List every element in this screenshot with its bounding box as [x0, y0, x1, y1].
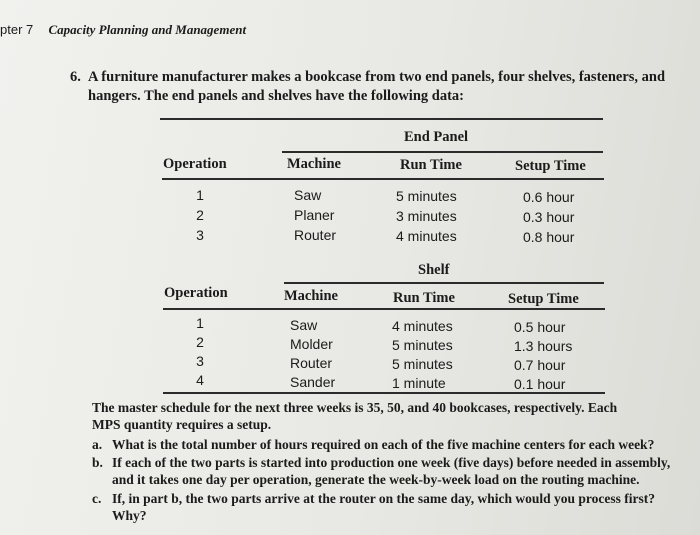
question-line-2: hangers. The end panels and shelves have the following data: — [88, 88, 464, 104]
table-cell: Router — [294, 227, 337, 243]
question-line-1: A furniture manufacturer makes a bookcase from two end panels, four shelves, fasteners, and — [88, 69, 666, 85]
shelf-header-run-time: Run Time — [393, 290, 455, 306]
end-panel-machine-column — [294, 185, 336, 245]
chapter-title: Capacity Planning and Management — [48, 22, 247, 37]
end-panel-header-machine: Machine — [287, 156, 341, 172]
sub-question-c — [92, 491, 672, 524]
shelf-header-operation: Operation — [164, 285, 228, 301]
table-cell: 0.3 hour — [523, 209, 575, 225]
end-panel-header-operation: Operation — [163, 156, 227, 172]
table-cell: 0.8 hour — [523, 229, 575, 245]
table-cell: 2 — [196, 334, 204, 350]
body-line-2: MPS quantity requires a setup. — [92, 417, 272, 432]
shelf-run-column — [392, 317, 453, 393]
sub-question-line: If each of the two parts is started into production one week (five days) before needed in assembly, — [112, 455, 671, 470]
body-line-1: The master schedule for the next three weeks is 35, 50, and 40 bookcases, respectively. Each — [92, 400, 618, 415]
table-cell: 1.3 hours — [514, 338, 573, 354]
sub-question-line: What is the total number of hours required on each of the five machine centers for each week? — [112, 437, 655, 452]
end-panel-header-rule — [162, 178, 604, 180]
table-cell: 1 minute — [392, 375, 446, 391]
end-panel-header-run-time: Run Time — [400, 157, 462, 173]
table-cell: 5 minutes — [396, 188, 457, 204]
table-cell: 0.7 hour — [514, 357, 566, 373]
table-cell: Saw — [294, 187, 322, 203]
table-cell: 4 — [196, 372, 204, 388]
chapter-header — [0, 22, 246, 38]
table-cell: 1 — [196, 315, 204, 331]
table-cell: 5 minutes — [392, 356, 453, 372]
table-bottom-rule — [163, 392, 605, 394]
table-cell: 0.5 hour — [514, 319, 566, 335]
end-panel-header-setup-time: Setup Time — [515, 158, 586, 174]
sub-question-line: If, in part b, the two parts arrive at the router on the same day, which would you process first? — [112, 491, 655, 506]
table-cell: 4 minutes — [396, 228, 457, 244]
end-panel-group-rule — [282, 151, 603, 153]
sub-question-label: c. — [92, 491, 102, 506]
table-cell: 5 minutes — [392, 337, 453, 353]
table-cell: 3 — [196, 227, 204, 243]
sub-question-line: Why? — [112, 507, 147, 523]
table-cell: 0.6 hour — [523, 189, 575, 205]
question-6 — [70, 68, 690, 106]
sub-question-label: a. — [92, 437, 103, 452]
end-panel-op-column — [190, 185, 210, 245]
table-cell: 3 — [196, 353, 204, 369]
sub-question-a — [92, 437, 672, 454]
master-schedule-text — [92, 399, 672, 433]
table-cell: 2 — [196, 207, 204, 223]
shelf-group-rule — [284, 282, 604, 284]
sub-question-label: b. — [92, 455, 103, 470]
table-cell: 3 minutes — [396, 208, 457, 224]
end-panel-title: End Panel — [404, 129, 469, 145]
table-top-rule — [160, 118, 603, 120]
table-cell: Molder — [290, 336, 333, 352]
shelf-header-rule — [163, 308, 605, 310]
table-cell: 1 — [196, 187, 204, 203]
end-panel-run-column — [396, 186, 457, 246]
shelf-header-setup-time: Setup Time — [508, 291, 579, 307]
shelf-setup-column — [514, 318, 572, 394]
table-cell: Saw — [290, 317, 318, 333]
table-cell: Planer — [294, 207, 335, 223]
question-number: 6. — [70, 69, 81, 85]
table-cell: 0.1 hour — [514, 376, 566, 392]
shelf-machine-column — [290, 316, 335, 392]
table-cell: Router — [290, 355, 333, 371]
table-cell: Sander — [290, 374, 336, 390]
shelf-header-machine: Machine — [284, 288, 338, 304]
end-panel-setup-column — [523, 187, 574, 247]
table-cell: 4 minutes — [392, 318, 453, 334]
shelf-op-column — [190, 314, 210, 390]
shelf-title: Shelf — [418, 262, 450, 278]
chapter-number: pter 7 — [0, 22, 34, 37]
sub-question-line: and it takes one day per operation, generate the week-by-week load on the routing machine. — [112, 471, 640, 487]
sub-question-b — [92, 455, 672, 488]
